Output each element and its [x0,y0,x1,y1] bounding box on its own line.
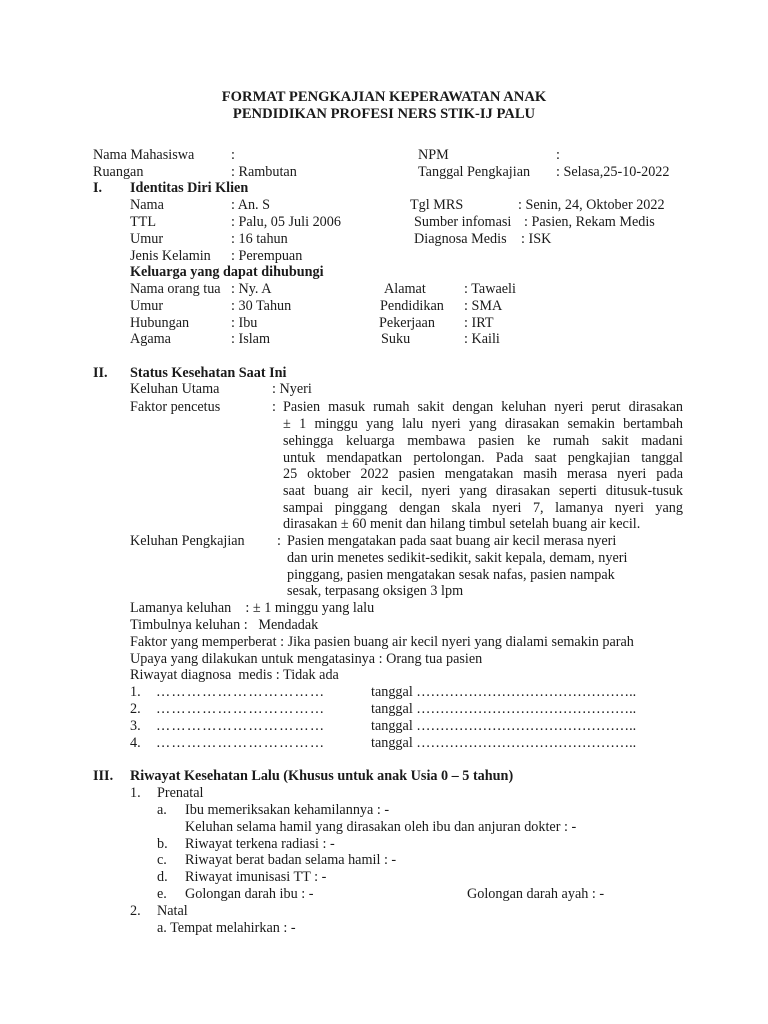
faktor-pencetus-label: Faktor pencetus [130,399,221,415]
prenatal-item: Golongan darah ibu : - [185,886,314,902]
section-2-number: II. [93,365,108,381]
pendidikan-value: : SMA [464,298,503,314]
document-title: FORMAT PENGKAJIAN KEPERAWATAN ANAK [221,89,547,105]
golongan-darah-ayah: Golongan darah ayah : - [467,886,605,902]
prenatal-item-letter: a. [157,802,167,818]
keluhan-pengkajian-label: Keluhan Pengkajian [130,533,245,549]
keluhan-pengkajian-line: sesak, terpasang oksigen 3 lpm [287,583,464,599]
tanggal-pengkajian-label: Tanggal Pengkajian [418,164,531,180]
section-1-heading: Identitas Diri Klien [130,180,249,196]
upaya-mengatasi: Upaya yang dilakukan untuk mengatasinya : Orang tua pasien [130,651,483,667]
riwayat-row-tanggal: tanggal ……………………………………….. [371,718,637,734]
faktor-pencetus-line: ± 1 minggu yang lalu nyeri yang dirasakan semakin bertambah [283,416,683,432]
jenis-kelamin-label: Jenis Kelamin [130,248,211,264]
riwayat-row-dots: …………………………… [156,701,326,717]
keluhan-pengkajian-line: pinggang, pasien mengatakan sesak nafas, pasien nampak [287,567,615,583]
section-3-number: III. [93,768,114,784]
riwayat-row-dots: …………………………… [156,684,326,700]
umur-ortu-label: Umur [130,298,164,314]
prenatal-item-letter: d. [157,869,168,885]
prenatal-item-letter: b. [157,836,168,852]
keluhan-utama-value: : Nyeri [272,381,312,397]
lamanya-keluhan: Lamanya keluhan : ± 1 minggu yang lalu [130,600,375,616]
suku-value: : Kaili [464,331,500,347]
keluarga-heading: Keluarga yang dapat dihubungi [130,264,324,280]
pekerjaan-value: : IRT [464,315,494,331]
natal-heading: Natal [157,903,188,919]
umur-label: Umur [130,231,164,247]
riwayat-diagnosa: Riwayat diagnosa medis : Tidak ada [130,667,339,683]
riwayat-row-dots: …………………………… [156,718,326,734]
orang-tua-label: Nama orang tua [130,281,221,297]
umur-value: : 16 tahun [231,231,288,247]
faktor-memperberat: Faktor yang memperberat : Jika pasien buang air kecil nyeri yang dialami semakin parah [130,634,634,650]
diagnosa-value: : ISK [521,231,552,247]
timbulnya-keluhan: Timbulnya keluhan : Mendadak [130,617,319,633]
section-1-number: I. [93,180,103,196]
diagnosa-label: Diagnosa Medis [414,231,507,247]
keluhan-utama-label: Keluhan Utama [130,381,220,397]
suku-label: Suku [381,331,411,347]
pendidikan-label: Pendidikan [380,298,444,314]
agama-label: Agama [130,331,171,347]
faktor-pencetus-line: saat buang air kecil, nyeri yang dirasakan seperti ditusuk-tusuk [283,483,683,499]
faktor-pencetus-line: sampai pinggang dengan skala nyeri 7, lamanya nyeri yang [283,500,683,516]
nama-value: : An. S [231,197,271,213]
riwayat-row-tanggal: tanggal ……………………………………….. [371,735,637,751]
prenatal-item: Keluhan selama hamil yang dirasakan oleh ibu dan anjuran dokter : - [185,819,577,835]
ruangan-value: : Rambutan [231,164,297,180]
sumber-value: : Pasien, Rekam Medis [524,214,655,230]
riwayat-row-number: 2. [130,701,141,717]
tgl-mrs-value: : Senin, 24, Oktober 2022 [518,197,665,213]
npm-colon: : [556,147,560,163]
alamat-label: Alamat [384,281,426,297]
mahasiswa-label: Nama Mahasiswa [93,147,195,163]
pekerjaan-label: Pekerjaan [379,315,435,331]
faktor-pencetus-line: sehingga keluarga membawa pasien ke rumah sakit madani [283,433,683,449]
tanggal-pengkajian-value: : Selasa,25-10-2022 [556,164,670,180]
faktor-pencetus-colon: : [272,399,276,415]
nama-label: Nama [130,197,164,213]
umur-ortu-value: : 30 Tahun [231,298,292,314]
hubungan-label: Hubungan [130,315,190,331]
alamat-value: : Tawaeli [464,281,516,297]
tempat-melahirkan: a. Tempat melahirkan : - [157,920,296,936]
natal-number: 2. [130,903,141,919]
faktor-pencetus-line: untuk mendapatkan pertolongan. Pada saat pengkajian tanggal [283,450,683,466]
riwayat-row-tanggal: tanggal ……………………………………….. [371,701,637,717]
orang-tua-value: : Ny. A [231,281,272,297]
riwayat-row-number: 4. [130,735,141,751]
npm-label: NPM [418,147,449,163]
document-subtitle: PENDIDIKAN PROFESI NERS STIK-IJ PALU [232,106,536,122]
tgl-mrs-label: Tgl MRS [410,197,464,213]
riwayat-row-tanggal: tanggal ……………………………………….. [371,684,637,700]
mahasiswa-colon: : [231,147,235,163]
ttl-label: TTL [130,214,156,230]
keluhan-pengkajian-line: dan urin menetes sedikit-sedikit, sakit kepala, demam, nyeri [287,550,628,566]
ttl-value: : Palu, 05 Juli 2006 [231,214,341,230]
section-2-heading: Status Kesehatan Saat Ini [130,365,287,381]
prenatal-heading: Prenatal [157,785,204,801]
keluhan-pengkajian-line: Pasien mengatakan pada saat buang air kecil merasa nyeri [287,533,617,549]
riwayat-row-number: 3. [130,718,141,734]
faktor-pencetus-line: Pasien masuk rumah sakit dengan keluhan nyeri perut dirasakan [283,399,683,415]
riwayat-row-number: 1. [130,684,141,700]
agama-value: : Islam [231,331,271,347]
sumber-label: Sumber infomasi [414,214,512,230]
prenatal-item: Ibu memeriksakan kehamilannya : - [185,802,390,818]
hubungan-value: : Ibu [231,315,258,331]
prenatal-number: 1. [130,785,141,801]
ruangan-label: Ruangan [93,164,144,180]
riwayat-row-dots: …………………………… [156,735,326,751]
section-3-heading: Riwayat Kesehatan Lalu (Khusus untuk anak Usia 0 – 5 tahun) [130,768,514,784]
prenatal-item-letter: e. [157,886,167,902]
keluhan-pengkajian-colon: : [277,533,281,549]
prenatal-item: Riwayat terkena radiasi : - [185,836,335,852]
prenatal-item-letter: c. [157,852,167,868]
jenis-kelamin-value: : Perempuan [231,248,303,264]
prenatal-item: Riwayat berat badan selama hamil : - [185,852,397,868]
prenatal-item: Riwayat imunisasi TT : - [185,869,327,885]
faktor-pencetus-line: 25 oktober 2022 pasien mengatakan masih merasa nyeri pada [283,466,683,482]
faktor-pencetus-line: dirasakan ± 60 menit dan hilang timbul setelah buang air kecil. [283,516,641,532]
